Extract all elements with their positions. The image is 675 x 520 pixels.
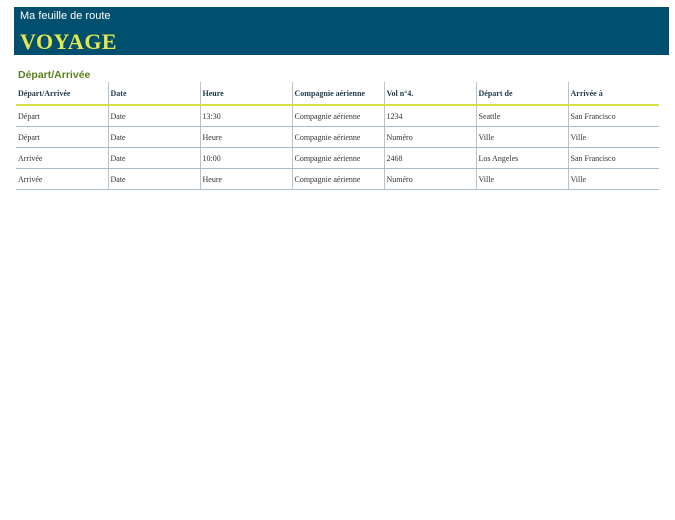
table-cell[interactable]: Arrivée <box>16 169 108 190</box>
document-subtitle[interactable]: Ma feuille de route <box>20 10 111 22</box>
column-header-departure-arrival[interactable]: Départ/Arrivée <box>16 82 108 105</box>
table-cell[interactable]: Date <box>108 169 200 190</box>
itinerary-table <box>16 82 659 190</box>
table-cell[interactable]: San Francisco <box>568 148 659 169</box>
table-cell[interactable]: Ville <box>568 127 659 148</box>
table-cell[interactable]: Compagnie aérienne <box>292 105 384 127</box>
section-heading[interactable]: Départ/Arrivée <box>18 69 91 81</box>
table-cell[interactable]: Arrivée <box>16 148 108 169</box>
table-cell[interactable]: Compagnie aérienne <box>292 148 384 169</box>
column-header-departs-from[interactable]: Départ de <box>476 82 568 105</box>
table-cell[interactable]: Ville <box>476 127 568 148</box>
table-row <box>16 169 659 190</box>
table-row <box>16 105 659 127</box>
table-row <box>16 127 659 148</box>
table-cell[interactable]: Compagnie aérienne <box>292 127 384 148</box>
header-banner <box>14 7 669 55</box>
table-cell[interactable]: Los Angeles <box>476 148 568 169</box>
table-cell[interactable]: Seattle <box>476 105 568 127</box>
table-cell[interactable]: Départ <box>16 105 108 127</box>
column-header-date[interactable]: Date <box>108 82 200 105</box>
table-cell[interactable]: Heure <box>200 169 292 190</box>
column-header-flight-number[interactable]: Vol n°4. <box>384 82 476 105</box>
table-cell[interactable]: Compagnie aérienne <box>292 169 384 190</box>
table-cell[interactable]: Départ <box>16 127 108 148</box>
document-title[interactable]: VOYAGE <box>20 29 118 54</box>
table-cell[interactable]: Numéro <box>384 127 476 148</box>
column-header-airline[interactable]: Compagnie aérienne <box>292 82 384 105</box>
table-cell[interactable]: Date <box>108 105 200 127</box>
table-cell[interactable]: Date <box>108 148 200 169</box>
table-cell[interactable]: 2468 <box>384 148 476 169</box>
table-cell[interactable]: Ville <box>476 169 568 190</box>
table-cell[interactable]: Numéro <box>384 169 476 190</box>
table-cell[interactable]: 1234 <box>384 105 476 127</box>
table-cell[interactable]: 10:00 <box>200 148 292 169</box>
table-cell[interactable]: San Francisco <box>568 105 659 127</box>
table-cell[interactable]: Date <box>108 127 200 148</box>
table-row <box>16 148 659 169</box>
table-cell[interactable]: Ville <box>568 169 659 190</box>
table-cell[interactable]: Heure <box>200 127 292 148</box>
table-header-row <box>16 82 659 105</box>
column-header-time[interactable]: Heure <box>200 82 292 105</box>
table-cell[interactable]: 13:30 <box>200 105 292 127</box>
column-header-arrives-at[interactable]: Arrivée à <box>568 82 659 105</box>
